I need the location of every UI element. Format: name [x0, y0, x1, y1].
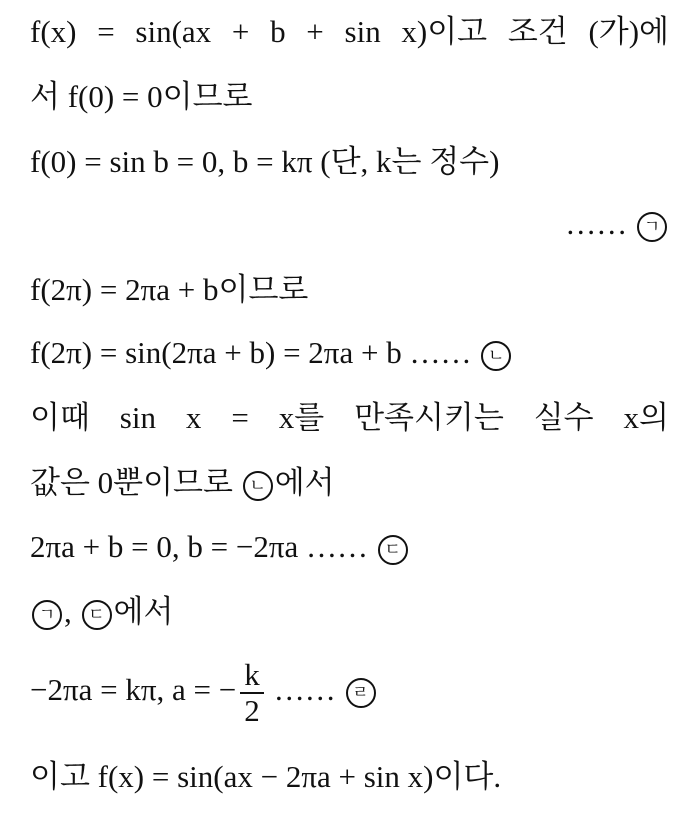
- text-line-3: [30, 142, 669, 182]
- line-text: f(2π) = sin(2πa + b) = 2πa + b ……: [30, 335, 472, 370]
- line-text: f(2π) = 2πa + b이므로: [30, 272, 309, 307]
- circled-mark-giyeok: ㄱ: [32, 600, 62, 630]
- dots: ……: [565, 206, 628, 241]
- comma: ,: [64, 594, 72, 629]
- text-line-11: [30, 652, 669, 728]
- line-text: 서 f(0) = 0이므로: [30, 79, 253, 114]
- dots: ……: [273, 672, 336, 707]
- text-line-12: [30, 757, 669, 797]
- text-line-8: [30, 463, 669, 503]
- fraction-numerator: k: [244, 656, 260, 692]
- line-text: −2πa = kπ, a = −: [30, 672, 237, 707]
- line-suffix: 에서: [113, 594, 174, 629]
- line-text: f(x) = sin(ax + b + sin x)이고 조건 (가)에: [30, 14, 669, 49]
- line-text: f(0) = sin b = 0, b = kπ (단, k는 정수): [30, 144, 500, 179]
- line-suffix: 에서: [274, 465, 335, 500]
- text-line-1: [30, 12, 669, 52]
- text-line-9: [30, 527, 669, 567]
- text-line-5: [30, 270, 669, 310]
- circled-mark-giyeok: ㄱ: [637, 212, 667, 242]
- text-line-10: [30, 592, 669, 632]
- circled-mark-digeut: ㄷ: [82, 600, 112, 630]
- line-text: 2πa + b = 0, b = −2πa ……: [30, 529, 369, 564]
- text-line-2: [30, 77, 669, 117]
- text-line-4: [30, 204, 669, 244]
- circled-mark-nieun: ㄴ: [243, 471, 273, 501]
- circled-mark-digeut: ㄷ: [378, 535, 408, 565]
- circled-mark-rieul: ㄹ: [346, 678, 376, 708]
- line-text: 이때 sin x = x를 만족시키는 실수 x의: [30, 400, 669, 435]
- line-text: 값은 0뿐이므로: [30, 465, 233, 500]
- circled-mark-nieun: ㄴ: [481, 341, 511, 371]
- text-line-6: [30, 333, 669, 373]
- fraction-denominator: 2: [244, 692, 260, 728]
- fraction-k-over-2: [240, 658, 264, 728]
- text-line-7: [30, 398, 669, 438]
- line-text: 이고 f(x) = sin(ax − 2πa + sin x)이다.: [30, 759, 502, 794]
